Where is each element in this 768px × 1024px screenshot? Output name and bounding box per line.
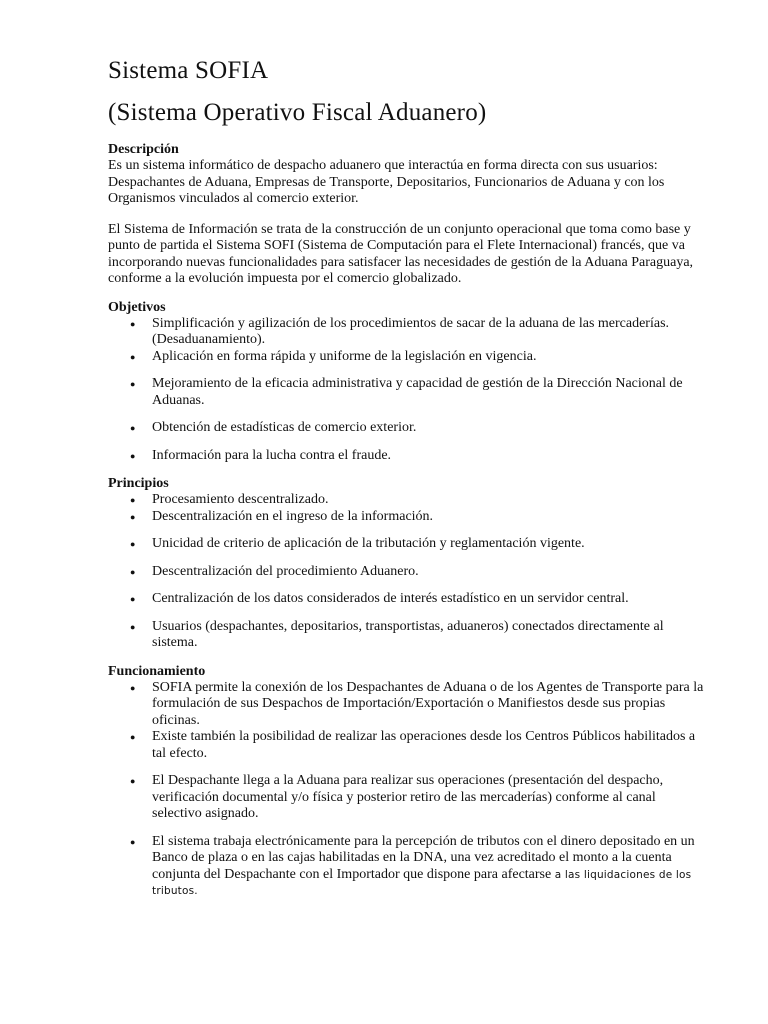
list-item: ● Mejoramiento de la eficacia administrativa y capacidad de gestión de la Dirección Nacional de Aduanas.: [130, 376, 683, 408]
list-item: ● Procesamiento descentralizado.: [130, 492, 329, 507]
bullet-icon: ●: [130, 351, 136, 362]
section-objetivos: [108, 300, 708, 465]
section-descripcion: [108, 142, 708, 288]
list-item: ● Centralización de los datos considerados de interés estadístico en un servidor central.: [130, 591, 629, 606]
list-item: ● Descentralización del procedimiento Aduanero.: [130, 563, 419, 579]
title-line-1: Sistema SOFIA: [108, 57, 269, 84]
list-objetivos: [108, 316, 708, 465]
section-principios: [108, 476, 708, 652]
section-heading-descripcion: Descripción: [108, 142, 179, 157]
list-item: ● El sistema trabaja electrónicamente para la percepción de tributos con el dinero depositado en un Banco de plaza o en las cajas habilitadas en la DNA, una vez acreditado el monto a la cuenta conjunta del Despachante con el Importador que dispone para afectarse a las liquidaciones de los tributos.: [130, 833, 695, 897]
bullet-icon: ●: [130, 450, 136, 461]
list-item: ● Descentralización en el ingreso de la información.: [130, 508, 434, 524]
bullet-icon: ●: [130, 318, 136, 329]
bullet-icon: ●: [130, 566, 136, 577]
title-line-2: (Sistema Operativo Fiscal Aduanero): [108, 99, 487, 126]
list-item: ● El Despachante llega a la Aduana para realizar sus operaciones (presentación del despacho, verificación documental y/o física y posterior retiro de las mercaderías) conforme al canal selectivo asignado.: [130, 773, 664, 821]
list-funcionamiento: [108, 680, 708, 900]
bullet-icon: ●: [130, 423, 136, 433]
bullet-icon: ●: [130, 621, 136, 632]
paragraph: El Sistema de Información se trata de la construcción de un conjunto operacional que toma como base y punto de partida el Sistema SOFI (Sistema de Computación para el Flete Internacional) francés, que va incorporando nuevas funcionalidades para satisfacer las necesidades de gestión de la Aduana Paraguaya, conforme a la evolución impuesta por el comercio globalizado.: [108, 221, 694, 286]
list-item: ● Simplificación y agilización de los procedimientos de sacar de la aduana de las mercaderías. (Desaduanamiento).: [130, 315, 670, 347]
list-item: ● Existe también la posibilidad de realizar las operaciones desde los Centros Públicos habilitados a tal efecto.: [130, 729, 696, 761]
bullet-icon: ●: [130, 776, 136, 786]
bullet-icon: ●: [130, 379, 136, 389]
section-funcionamiento: [108, 664, 708, 900]
list-item: ● Unicidad de criterio de aplicación de la tributación y reglamentación vigente.: [130, 536, 585, 551]
list-principios: [108, 492, 708, 652]
bullet-icon: ●: [130, 495, 136, 505]
bullet-icon: ●: [130, 682, 136, 693]
section-heading-principios: Principios: [108, 476, 169, 491]
bullet-icon: ●: [130, 836, 136, 847]
list-item: ● Obtención de estadísticas de comercio exterior.: [130, 420, 417, 435]
list-item: ● Usuarios (despachantes, depositarios, transportistas, aduaneros) conectados directamente al sistema.: [130, 618, 664, 650]
bullet-icon: ●: [130, 511, 136, 522]
section-heading-funcionamiento: Funcionamiento: [108, 663, 206, 679]
bullet-icon: ●: [130, 732, 136, 742]
list-item: ● Aplicación en forma rápida y uniforme de la legislación en vigencia.: [130, 348, 537, 364]
list-item: ● Información para la lucha contra el fraude.: [130, 447, 392, 463]
section-heading-objetivos: Objetivos: [108, 299, 166, 315]
bullet-icon: ●: [130, 594, 136, 604]
paragraph: Es un sistema informático de despacho aduanero que interactúa en forma directa con sus usuarios: Despachantes de Aduana, Empresas de Transporte, Depositarios, Funcionarios de Aduana y con los Organismos vinculados al comercio exterior.: [108, 158, 665, 206]
bullet-icon: ●: [130, 539, 136, 549]
list-item-tail: a las liquidaciones de los tributos.: [152, 868, 692, 897]
list-item: ● SOFIA permite la conexión de los Despachantes de Aduana o de los Agentes de Transporte para la formulación de sus Despachos de Importación/Exportación o Manifiestos desde sus propias oficinas.: [130, 679, 704, 728]
